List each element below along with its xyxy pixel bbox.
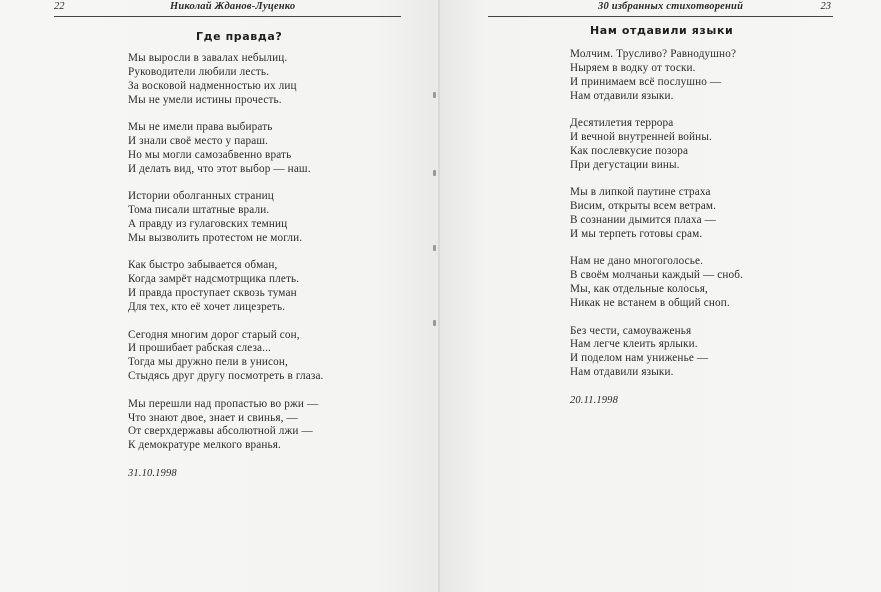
stanza [128,329,324,385]
poem-line: И знали своё место у параш. [128,135,269,148]
poem-line: И мы терпеть готовы срам. [570,227,703,240]
right-running-head [488,0,833,16]
poem-date: 31.10.1998 [128,467,177,479]
stanza [570,48,743,104]
stanza [570,117,743,173]
poem-line: Как послевкусие позора [570,144,689,157]
left-poem [128,52,324,481]
poem-date: 20.11.1998 [570,394,618,406]
poem-line: Когда замрёт надсмотрщика плеть. [128,273,300,286]
stanza [128,52,324,108]
poem-line: А правду из гулаговских темниц [128,218,288,231]
binding-hole [433,245,436,251]
poem-line: Десятилетия террора [570,117,674,130]
right-page [440,0,881,592]
poem-line: Руководители любили лесть. [128,65,270,78]
poem-line: От сверхдержавы абсолютной лжи — [128,425,313,438]
poem-line: Мы в липкой паутине страха [570,186,711,199]
stanza [128,398,324,454]
poem-line: Нам отдавили языки. [570,89,674,102]
poem-line: При дегустации вины. [570,158,680,171]
poem-line: Нам легче клеить ярлыки. [570,338,698,351]
poem-line: Тома писали штатные врали. [128,204,270,217]
poem-line: И принимаем всё послушно — [570,75,722,88]
poem-line: Для тех, кто её хочет лицезреть. [128,301,286,314]
poem-line: Сегодня многим дорог старый сон, [128,328,300,341]
poem-line: К демократуре мелкого вранья. [128,439,281,452]
left-header-rule [54,16,401,17]
stanza [570,186,743,242]
poem-line: В сознании дымится плаха — [570,214,716,227]
poem-line: И вечной внутренней войны. [570,131,712,144]
left-running-head [54,0,401,16]
right-header-rule [488,16,833,17]
right-poem [570,48,743,408]
left-page [0,0,440,592]
poem-line: Висим, открыты всем ветрам. [570,200,717,213]
poem-line: Мы перешли над пропастью во ржи — [128,397,319,410]
binding-hole [433,170,436,176]
right-running-title: 30 избранных стихотворений [598,1,744,12]
stanza [128,259,324,315]
right-page-number: 23 [820,1,831,12]
poem-line: Ныряем в водку от тоски. [570,61,696,74]
left-page-number: 22 [54,1,65,12]
poem-line: Мы выросли в завалах небылиц. [128,52,288,64]
poem-line: Молчим. Трусливо? Равнодушно? [570,48,737,60]
poem-line: И делать вид, что этот выбор — наш. [128,162,311,175]
poem-line: Мы вызволить протестом не могли. [128,231,303,244]
poem-line: В своём молчаньи каждый — сноб. [570,269,744,282]
left-poem-title: Где правда? [196,30,283,43]
binding-hole [433,320,436,326]
poem-line: Нам отдавили языки. [570,366,674,379]
stanza [570,255,743,311]
poem-line: Мы не имели права выбирать [128,121,273,134]
poem-line: Мы не умели истины прочесть. [128,93,282,106]
stanza [128,190,324,246]
poem-line: Нам не дано многоголосье. [570,255,704,268]
poem-line: И прошибает рабская слеза... [128,342,271,355]
poem-line: И поделом нам униженье — [570,352,709,365]
poem-line: Стыдясь друг другу посмотреть в глаза. [128,370,324,383]
stanza [128,121,324,177]
left-running-title: Николай Жданов-Луценко [170,1,296,12]
stanza [570,325,743,381]
poem-line: Что знают двое, знает и свинья, — [128,411,298,424]
poem-line: Никак не встанем в общий сноп. [570,297,730,310]
poem-line: Истории оболганных страниц [128,190,274,203]
poem-line: Но мы могли самозабвенно врать [128,148,292,161]
right-poem-title: Нам отдавили языки [590,24,734,37]
poem-line: Как быстро забывается обман, [128,259,278,272]
poem-line: Без чести, самоуваженья [570,324,692,337]
poem-line: За восковой надменностью их лиц [128,79,297,92]
binding-hole [433,92,436,98]
poem-line: И правда проступает сквозь туман [128,287,297,300]
poem-line: Мы, как отдельные колосья, [570,283,708,296]
poem-line: Тогда мы дружно пели в унисон, [128,356,288,369]
